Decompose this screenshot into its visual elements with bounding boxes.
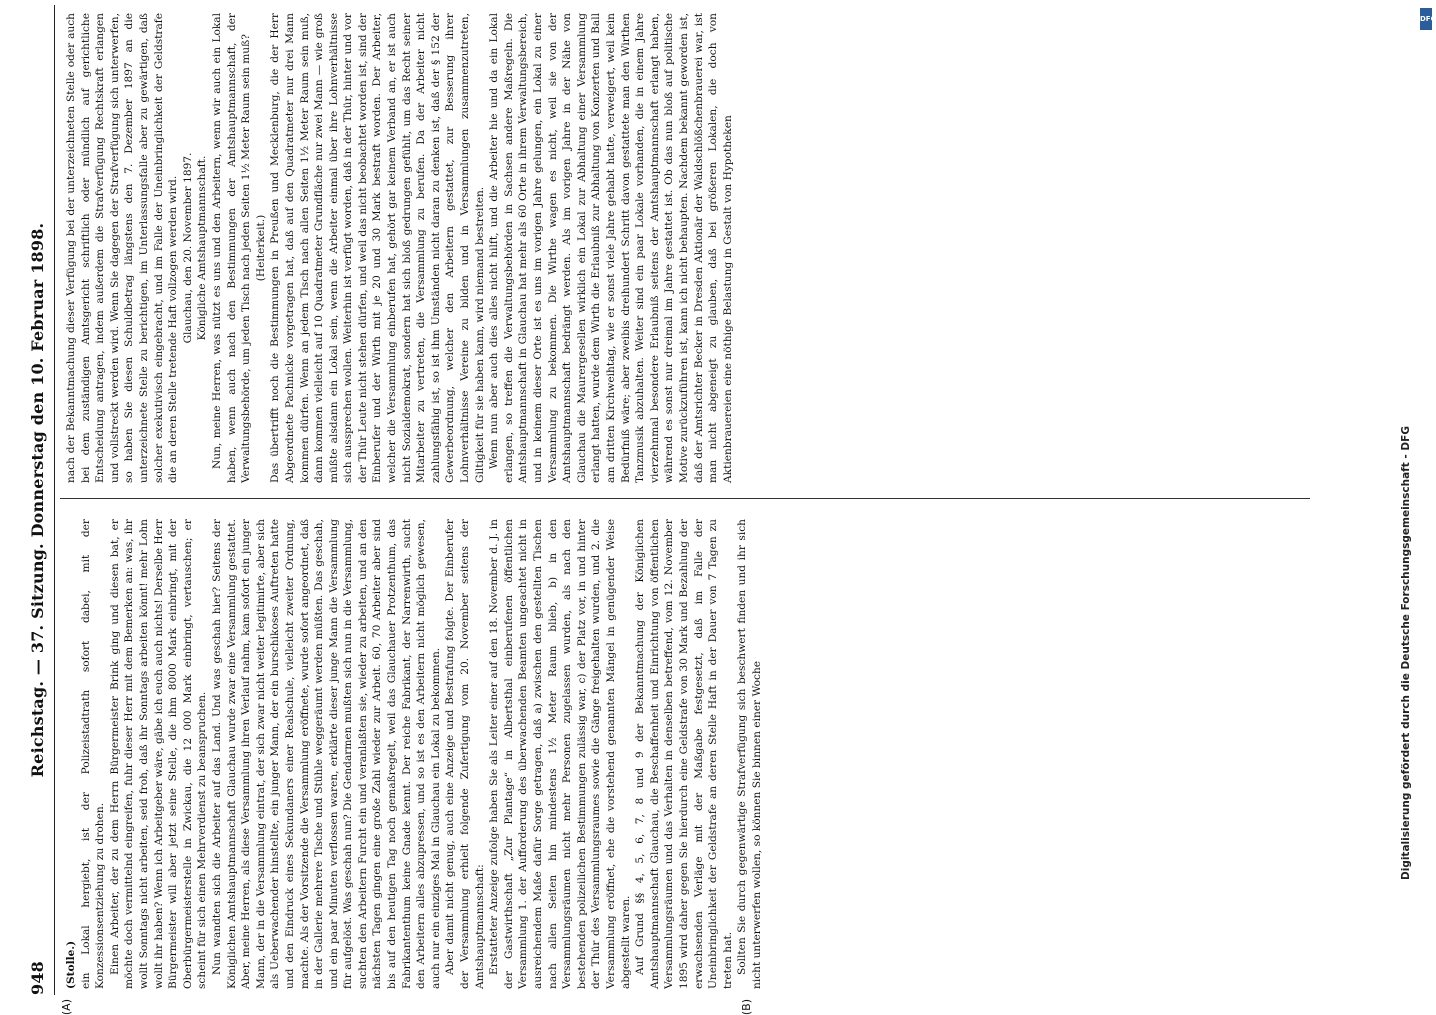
rotated-page [20,5,1330,1015]
margin-marker-a: (A) [60,999,73,1015]
margin-marker-b: (B) [740,999,753,1015]
digitization-note [1400,120,1430,880]
left-column [64,519,1314,989]
right-paragraph: Königliche Amtshauptmannschaft. [196,155,209,341]
right-paragraph: Glauchau, den 20. November 1897. [181,152,194,344]
digitization-note-text: Digitalisierung gefördert durch die Deutsche Forschungsgemeinschaft - DFG [1400,426,1412,880]
right-column [64,13,1314,483]
right-paragraph: Das übertrifft noch die Bestimmungen in Preußen und Mecklenburg, die der Herr Abgeordnete Pachnicke vorgetragen hat, daß auf den Quadratmeter nur drei Mann kommen dürfen. Wenn an jedem Tisch nach allen Seiten 1½ Meter Raum sein muß, dann kommen vielleicht auf 10 Quadratmeter Grundfläche nur zwei Mann — wie groß müßte alsdann ein Lokal sein, wenn die Arbeiter einmal über ihre Lohnverhältnisse sich aussprechen wollen. Weiterhin ist verfügt worden, daß in der Thür, hinter und vor der Thür Leute nicht stehen dürfen, und weil das nicht beobachtet worden ist, sind der Einberufer und der Wirth mit je 20 und 30 Mark bestraft worden. Der Arbeiter, welcher die Versammlung einberufen hat, gehört gar keinem Verband an, er ist auch nicht Sozialdemokrat, sondern hat sich bloß gedrungen gefühlt, um das Recht seiner Mitarbeiter zu vertreten, die Versammlung zu berufen. Da der Arbeiter nicht zahlungsfähig ist, so ist ihm Umständen nicht daran zu denken ist, daß der § 152 der Gewerbeordnung, welcher den Arbeitern gestattet, zur Besserung ihrer Lohnverhältnisse Vereine zu bilden und in Versammlungen zusammenzutreten, Giltigkeit für sie haben kann, wird niemand bestreiten. [269,13,486,483]
page-number: 948 [28,961,47,995]
column-divider [60,498,1310,499]
page-title: Reichstag. — 37. Sitzung. Donnerstag den 10. Februar 1898. [28,222,47,778]
left-paragraph: Sollten Sie durch gegenwärtige Strafverfügung sich beschwert finden und ihr sich nicht unterwerfen wollen, so können Sie binnen einer Woche [736,519,763,989]
header-rule [54,5,55,995]
left-paragraph: Auf Grund §§ 4, 5, 6, 7, 8 und 9 der Bekanntmachung der Königlichen Amtshauptmannschaft Glauchau, die Beschaffenheit und Einrichtung von öffentlichen Versammlungsräumen und das Verhalten in denselben betreffend, vom 12. November 1895 wird daher gegen Sie hierdurch eine Geldstrafe von 30 Mark und Bezahlung der erwachsenden Verläge mit der Maßgabe festgesetzt, daß im Falle der Uneinbringlichkeit der Geldstrafe an deren Stelle Haft in der Dauer von 7 Tagen zu treten hat. [634,519,734,989]
right-paragraph: nach der Bekanntmachung dieser Verfügung bei der unterzeichneten Stelle oder auch bei dem zuständigen Amtsgericht schriftlich oder mündlich auf gerichtliche Entscheidung antragen, indem außerdem die Strafverfügung Rechtskraft erlangen und vollstreckt werden wird. Wenn Sie dagegen der Strafverfügung sich unterwerfen, so haben Sie diesen Schuldbetrag längstens den 7. Dezember 1897 an die unterzeichnete Stelle zu berichtigen, im Unterlassungsfalle aber zu gewärtigen, daß solcher exekutivisch eingebracht, und im Falle der Uneinbringlichkeit der Geldstrafe die an deren Stelle tretende Haft vollzogen werden wird. [65,13,180,483]
left-paragraph: Einen Arbeiter, der zu dem Herrn Bürgermeister Brink ging und diesen bat, er möchte doch vermittelnd eingreifen, fuhr dieser Herr mit dem Bemerken an: was, ihr wollt Sonntags nicht arbeiten, seid froh, daß ihr Sonntags arbeiten könnt! mehr Lohn wollt ihr haben? Wenn ich Arbeitgeber wäre, gäbe ich euch auch nichts! Derselbe Herr Bürgermeister will aber jetzt seine Stelle, die ihm 8000 Mark einbringt, mit der Oberbürgermeisterstelle in Zwickau, die 12 000 Mark einbringt, vertauschen; er scheint für sich einen Mehrverdienst zu beanspruchen. [108,519,209,989]
left-paragraph: ein Lokal hergiebt, ist der Polizeistadtrath sofort dabei, mit der Konzessionsentziehung zu drohen. [79,519,107,989]
dfg-logo: DFG [1420,8,1432,30]
right-paragraph: Wenn nun aber auch dies alles nicht hilft, und die Arbeiter hie und da ein Lokal erlangen, so treffen die Verwaltungsbehörden in Sachsen andere Maßregeln. Die Amtshauptmannschaft in Glauchau hat mehr als 60 Orte in ihrem Verwaltungsbereich, und in keinem dieser Orte ist es uns im vorigen Jahre gelungen, ein Lokal zu einer Versammlung zu bekommen. Die Wirthe wagen es nicht, weil sie von der Amtshauptmannschaft bedrängt werden. Als im vorigen Jahre in der Nähe von Glauchau die Maurergesellen wirklich ein Lokal zur Abhaltung einer Versammlung erlangt hatten, wurde dem Wirth die Erlaubniß zur Abhaltung von Konzerten und Ball am dritten Kirchweihtag, wie er sonst viele Jahre gehabt hatte, verweigert, weil kein Bedürfniß wäre; aber zweibis dreihundert Schritt davon gestattete man den Wirthen Tanzmusik abzuhalten. Weiter sind ein paar Lokale vorhanden, die in einem Jahre vierzehnmal besondere Erlaubniß seitens der Amtshauptmannschaft erlangt haben, während es sonst nur dreimal im Jahre gestattet ist. Ob das nun bloß auf politische Motive zurückzuführen ist, kann ich nicht behaupten. Nachdem bekannt geworden ist, daß der Amtsrichter Becker in Dresden Aktionär der Waldschlößchenbrauerei war, ist man nicht abgeneigt zu glauben, daß bei größeren Lokalen, die doch von Aktienbrauereien eine nöthige Belastung in Gestalt von Hypotheken [488,13,734,483]
left-paragraph: Aber damit nicht genug, auch eine Anzeige und Bestrafung folgte. Der Einberufer der Versammlung erhielt folgende Zufertigung vom 20. November seitens der Amtshauptmannschaft: [444,519,486,989]
left-paragraph: Nun wandten sich die Arbeiter auf das Land. Und was geschah hier? Seitens der Königlichen Amtshauptmannschaft Glauchau wurde zwar eine Versammlung gestattet. Aber, meine Herren, als diese Versammlung ihren Verlauf nahm, kam sofort ein junger Mann, der in die Versammlung eintrat, der sich zwar nicht weiter legitimirte, aber sich als Ueberwachender hinstellte, ein junger Mann, der ein burschikoses Auftreten hatte und den Eindruck eines Sekundaners einer Realschule, vielleicht zweiter Ordnung, machte. Als der Vorsitzende die Versammlung eröffnete, wurde sofort angeordnet, daß in der Gallerie mehrere Tische und Stühle weggeräumt werden müßten. Das geschah, und ein paar Minuten verflossen waren, erklärte dieser junge Mann die Versammlung für aufgelöst. Was geschah nun? Die Gendarmen mußten sich nun in die Versammlung, suchten den Arbeitern Furcht ein und veranlaßten sie, wieder zu arbeiten, und an den nächsten Tagen gingen eine große Zahl wieder zur Arbeit. 60, 70 Arbeiter aber sind bis auf den heutigen Tag noch gemaßregelt, weil das Glauchauer Protzenthum, das Fabrikantenthum keine Gnade kennt. Der reiche Fabrikant, der Narrenwirth, sucht den Arbeitern alles abzupressen, und so ist es den Arbeitern nicht möglich gewesen, auch nur ein einziges Mal in Glauchau ein Lokal zu bekommen. [210,519,442,989]
right-paragraph: (Heiterkeit.) [254,214,267,282]
speaker-tag: (Stolle.) [65,940,77,989]
right-paragraph: Nun, meine Herren, was nützt es uns und den Arbeitern, wenn wir auch ein Lokal haben, wenn auch nach den Bestimmungen der Amtshauptmannschaft, der Verwaltungsbehörde, um jeden Tisch nach jeden Seiten 1½ Meter Raum sein muß? [210,13,253,483]
left-paragraph: Erstatteter Anzeige zufolge haben Sie als Leiter einer auf den 18. November d. J. in der Gastwirthschaft „Zur Plantage“ in Albertsthal einberufenen öffentlichen Versammlung 1. der Aufforderung des überwachenden Beamten ungeachtet nicht in ausreichendem Maße dafür Sorge getragen, daß a) zwischen den gestellten Tischen nach allen Seiten hin mindestens 1½ Meter Raum blieb, b) in den Versammlungsräumen nicht mehr Personen zugelassen wurden, als nach den bestehenden polizeilichen Bestimmungen zulässig war, c) der Platz vor, in und hinter der Thür des Versammlungsraumes sowie die Gänge freigehalten wurden, und 2. die Versammlung eröffnet, ehe die vorstehend genannten Mängel in genügender Weise abgestellt waren. [488,519,632,989]
page-header [20,5,54,995]
